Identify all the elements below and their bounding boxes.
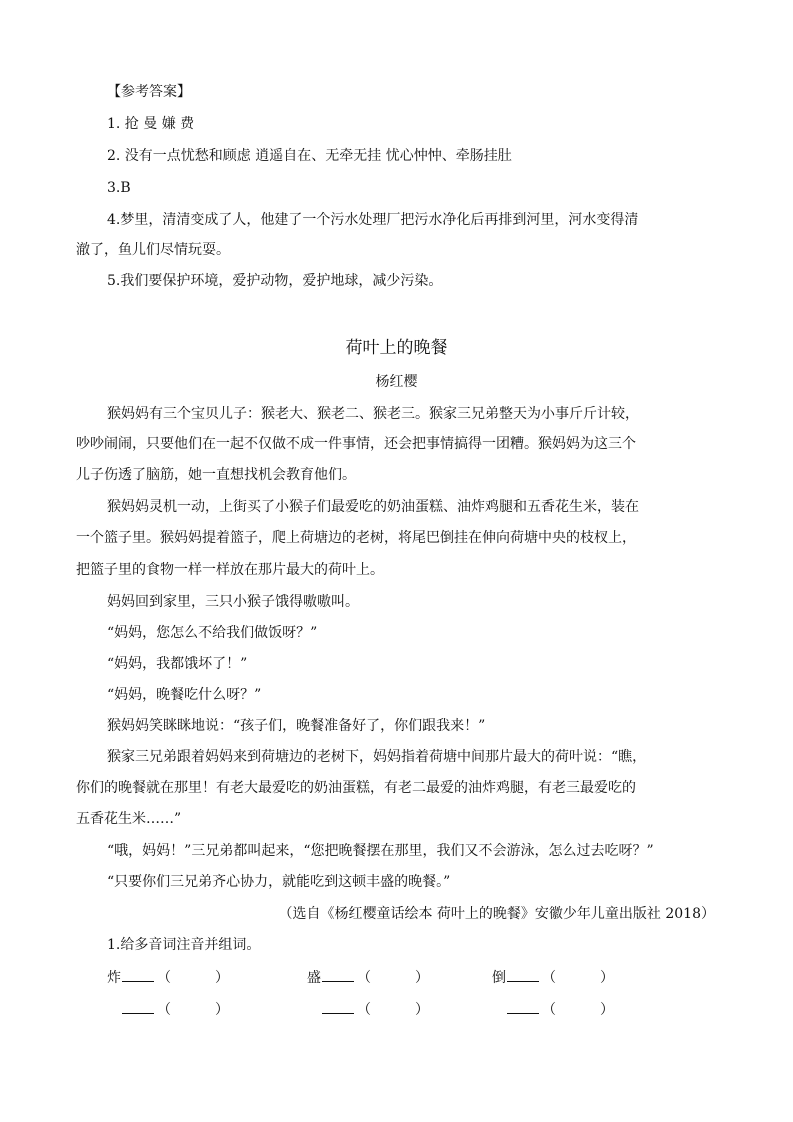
story-line: 猴妈妈灵机一动，上街买了小猴子们最爱吃的奶油蛋糕、油炸鸡腿和五香花生米，装在	[107, 499, 639, 515]
story-author: 杨红樱	[375, 374, 418, 390]
polyphone-row-1	[0, 966, 793, 986]
polyphone-item-dao: 倒 （ ）	[492, 966, 614, 988]
answer-item-4: 4.梦里，清清变成了人，他建了一个污水处理厂把污水净化后再排到河里，河水变得清	[107, 212, 639, 228]
story-line: “妈妈，晚餐吃什么呀？”	[107, 687, 262, 703]
answer-item-3: 3.B	[107, 180, 131, 196]
answer-blank[interactable]	[322, 998, 354, 1014]
story-line: 你们的晚餐就在那里！有老大最爱吃的奶油蛋糕，有老二最爱的油炸鸡腿，有老三最爱吃的	[76, 780, 636, 796]
answer-item-1: 1. 抢 曼 嫌 费	[107, 116, 195, 132]
question-prompt: 1.给多音词注音并组词。	[107, 937, 261, 953]
polyphone-char: 盛	[307, 970, 321, 986]
story-line: 一个篮子里。猴妈妈提着篮子，爬上荷塘边的老树，将尾巴倒挂在伸向荷塘中央的枝杈上，	[76, 530, 636, 546]
story-line: 儿子伤透了脑筋，她一直想找机会教育他们。	[76, 467, 356, 483]
story-line: 猴妈妈有三个宝贝儿子：猴老大、猴老二、猴老三。猴家三兄弟整天为小事斤斤计较，	[107, 406, 639, 422]
answer-item-2: 2. 没有一点忧愁和顾虑 逍遥自在、无牵无挂 忧心忡忡、牵肠挂肚	[107, 148, 512, 164]
polyphone-item-sheng-2: （ ）	[321, 998, 429, 1020]
answer-item-5: 5.我们要保护环境，爱护动物，爱护地球，减少污染。	[107, 273, 443, 289]
story-line: 把篮子里的食物一样一样放在那片最大的荷叶上。	[76, 562, 384, 578]
story-line: 猴妈妈笑眯眯地说：“孩子们，晚餐准备好了，你们跟我来！”	[107, 718, 486, 734]
polyphone-item-zha: 炸 （ ）	[107, 966, 229, 988]
story-line: 五香花生米……”	[76, 811, 182, 827]
polyphone-char: 倒	[492, 970, 506, 986]
story-line: 妈妈回到家里，三只小猴子饿得嗷嗷叫。	[107, 594, 359, 610]
answer-blank[interactable]	[507, 998, 539, 1014]
story-title: 荷叶上的晚餐	[345, 338, 448, 358]
story-line: 猴家三兄弟跟着妈妈来到荷塘边的老树下，妈妈指着荷塘中间那片最大的荷叶说：“瞧，	[107, 749, 647, 765]
polyphone-item-sheng: 盛 （ ）	[307, 966, 429, 988]
polyphone-char: 炸	[107, 970, 121, 986]
polyphone-item-dao-2: （ ）	[506, 998, 614, 1020]
answer-blank[interactable]	[122, 998, 154, 1014]
story-line: “哦，妈妈！”三兄弟都叫起来，“您把晚餐摆在那里，我们又不会游泳，怎么过去吃呀？”	[107, 843, 654, 859]
answer-blank[interactable]	[122, 966, 154, 982]
story-line: “只要你们三兄弟齐心协力，就能吃到这顿丰盛的晚餐。”	[107, 874, 451, 890]
story-line: “妈妈，我都饿坏了！”	[107, 656, 248, 672]
answers-heading: 【参考答案】	[107, 84, 191, 100]
story-line: 吵吵闹闹，只要他们在一起不仅做不成一件事情，还会把事情搞得一团糟。猴妈妈为这三个	[76, 436, 636, 452]
answer-item-4-cont: 澈了，鱼儿们尽情玩耍。	[76, 242, 230, 258]
polyphone-item-zha-2: （ ）	[121, 998, 229, 1020]
story-line: “妈妈，您怎么不给我们做饭呀？”	[107, 625, 318, 641]
story-source: （选自《杨红樱童话绘本 荷叶上的晚餐》安徽少年儿童出版社 2018）	[278, 906, 715, 922]
answer-blank[interactable]	[322, 966, 354, 982]
answer-blank[interactable]	[507, 966, 539, 982]
polyphone-row-2	[0, 998, 793, 1018]
